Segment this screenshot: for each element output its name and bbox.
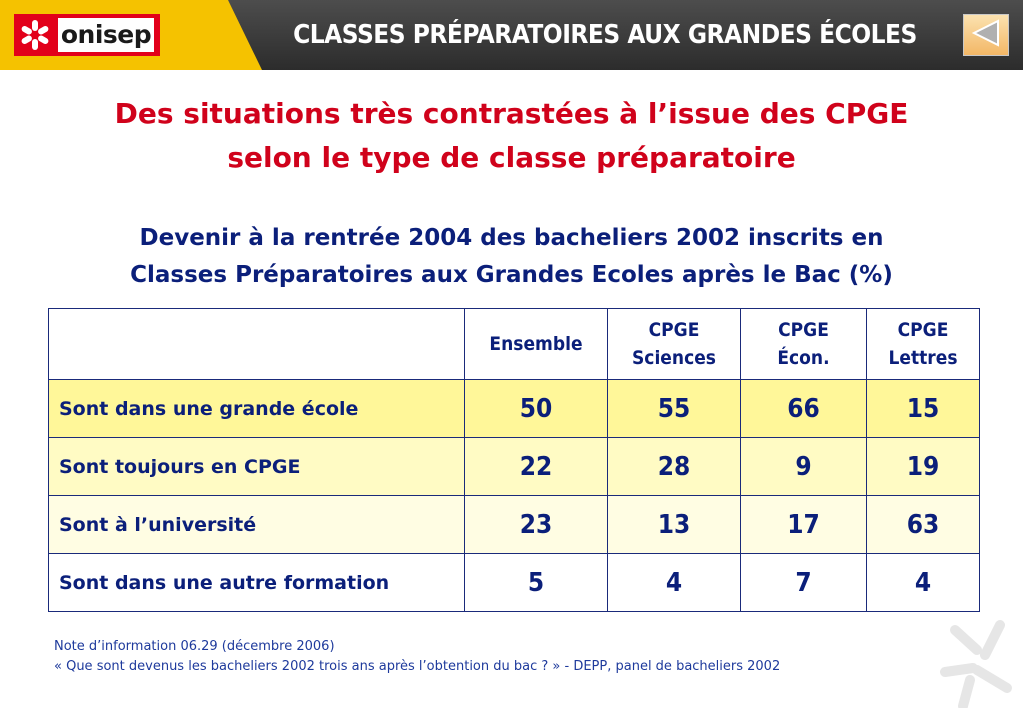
results-table	[48, 308, 980, 612]
header-band	[0, 0, 1023, 70]
triangle-left-icon	[970, 19, 1002, 51]
row-label: Sont à l’université	[49, 496, 465, 554]
caption-line2: Classes Préparatoires aux Grandes Ecoles après le Bac (%)	[130, 262, 893, 288]
table-cell: 55	[608, 380, 741, 438]
asterisk-logo-icon	[14, 14, 56, 56]
source-note-line1: Note d’information 06.29 (décembre 2006)	[54, 639, 335, 654]
column-header-cpge-econ: CPGE Écon.	[741, 309, 867, 380]
table-caption	[30, 220, 993, 294]
table-row	[49, 380, 980, 438]
row-label: Sont toujours en CPGE	[49, 438, 465, 496]
table-cell: 4	[867, 554, 980, 612]
table-header-row	[49, 309, 980, 380]
column-header-cpge-sciences: CPGE Sciences	[608, 309, 741, 380]
row-label: Sont dans une grande école	[49, 380, 465, 438]
header-title: CLASSES PRÉPARATOIRES AUX GRANDES ÉCOLES	[293, 20, 917, 50]
source-note	[54, 637, 780, 677]
table-cell: 66	[741, 380, 867, 438]
table-cell: 23	[465, 496, 608, 554]
table-cell: 22	[465, 438, 608, 496]
table-cell: 4	[608, 554, 741, 612]
table-cell: 63	[867, 496, 980, 554]
table-row	[49, 438, 980, 496]
table-cell: 7	[741, 554, 867, 612]
source-note-line2: « Que sont devenus les bacheliers 2002 trois ans après l’obtention du bac ? » - DEPP, panel de bacheliers 2002	[54, 659, 781, 674]
table-cell: 28	[608, 438, 741, 496]
table-cell: 19	[867, 438, 980, 496]
table-cell: 5	[465, 554, 608, 612]
column-header-cpge-lettres: CPGE Lettres	[867, 309, 980, 380]
row-label: Sont dans une autre formation	[49, 554, 465, 612]
table-row	[49, 554, 980, 612]
onisep-logo[interactable]	[14, 14, 160, 56]
caption-line1: Devenir à la rentrée 2004 des bacheliers 2002 inscrits en	[139, 225, 884, 251]
table-cell: 50	[465, 380, 608, 438]
table-cell: 17	[741, 496, 867, 554]
table-cell: 13	[608, 496, 741, 554]
main-title	[20, 92, 1003, 180]
header-empty-cell	[49, 309, 465, 380]
back-button[interactable]	[963, 14, 1009, 56]
logo-text: onisep	[58, 18, 154, 52]
asterisk-watermark-icon	[915, 610, 1023, 708]
main-title-line1: Des situations très contrastées à l’issue des CPGE	[114, 97, 909, 130]
column-header-ensemble: Ensemble	[465, 309, 608, 380]
table-row	[49, 496, 980, 554]
table-cell: 9	[741, 438, 867, 496]
table-cell: 15	[867, 380, 980, 438]
main-title-line2: selon le type de classe préparatoire	[227, 141, 796, 174]
